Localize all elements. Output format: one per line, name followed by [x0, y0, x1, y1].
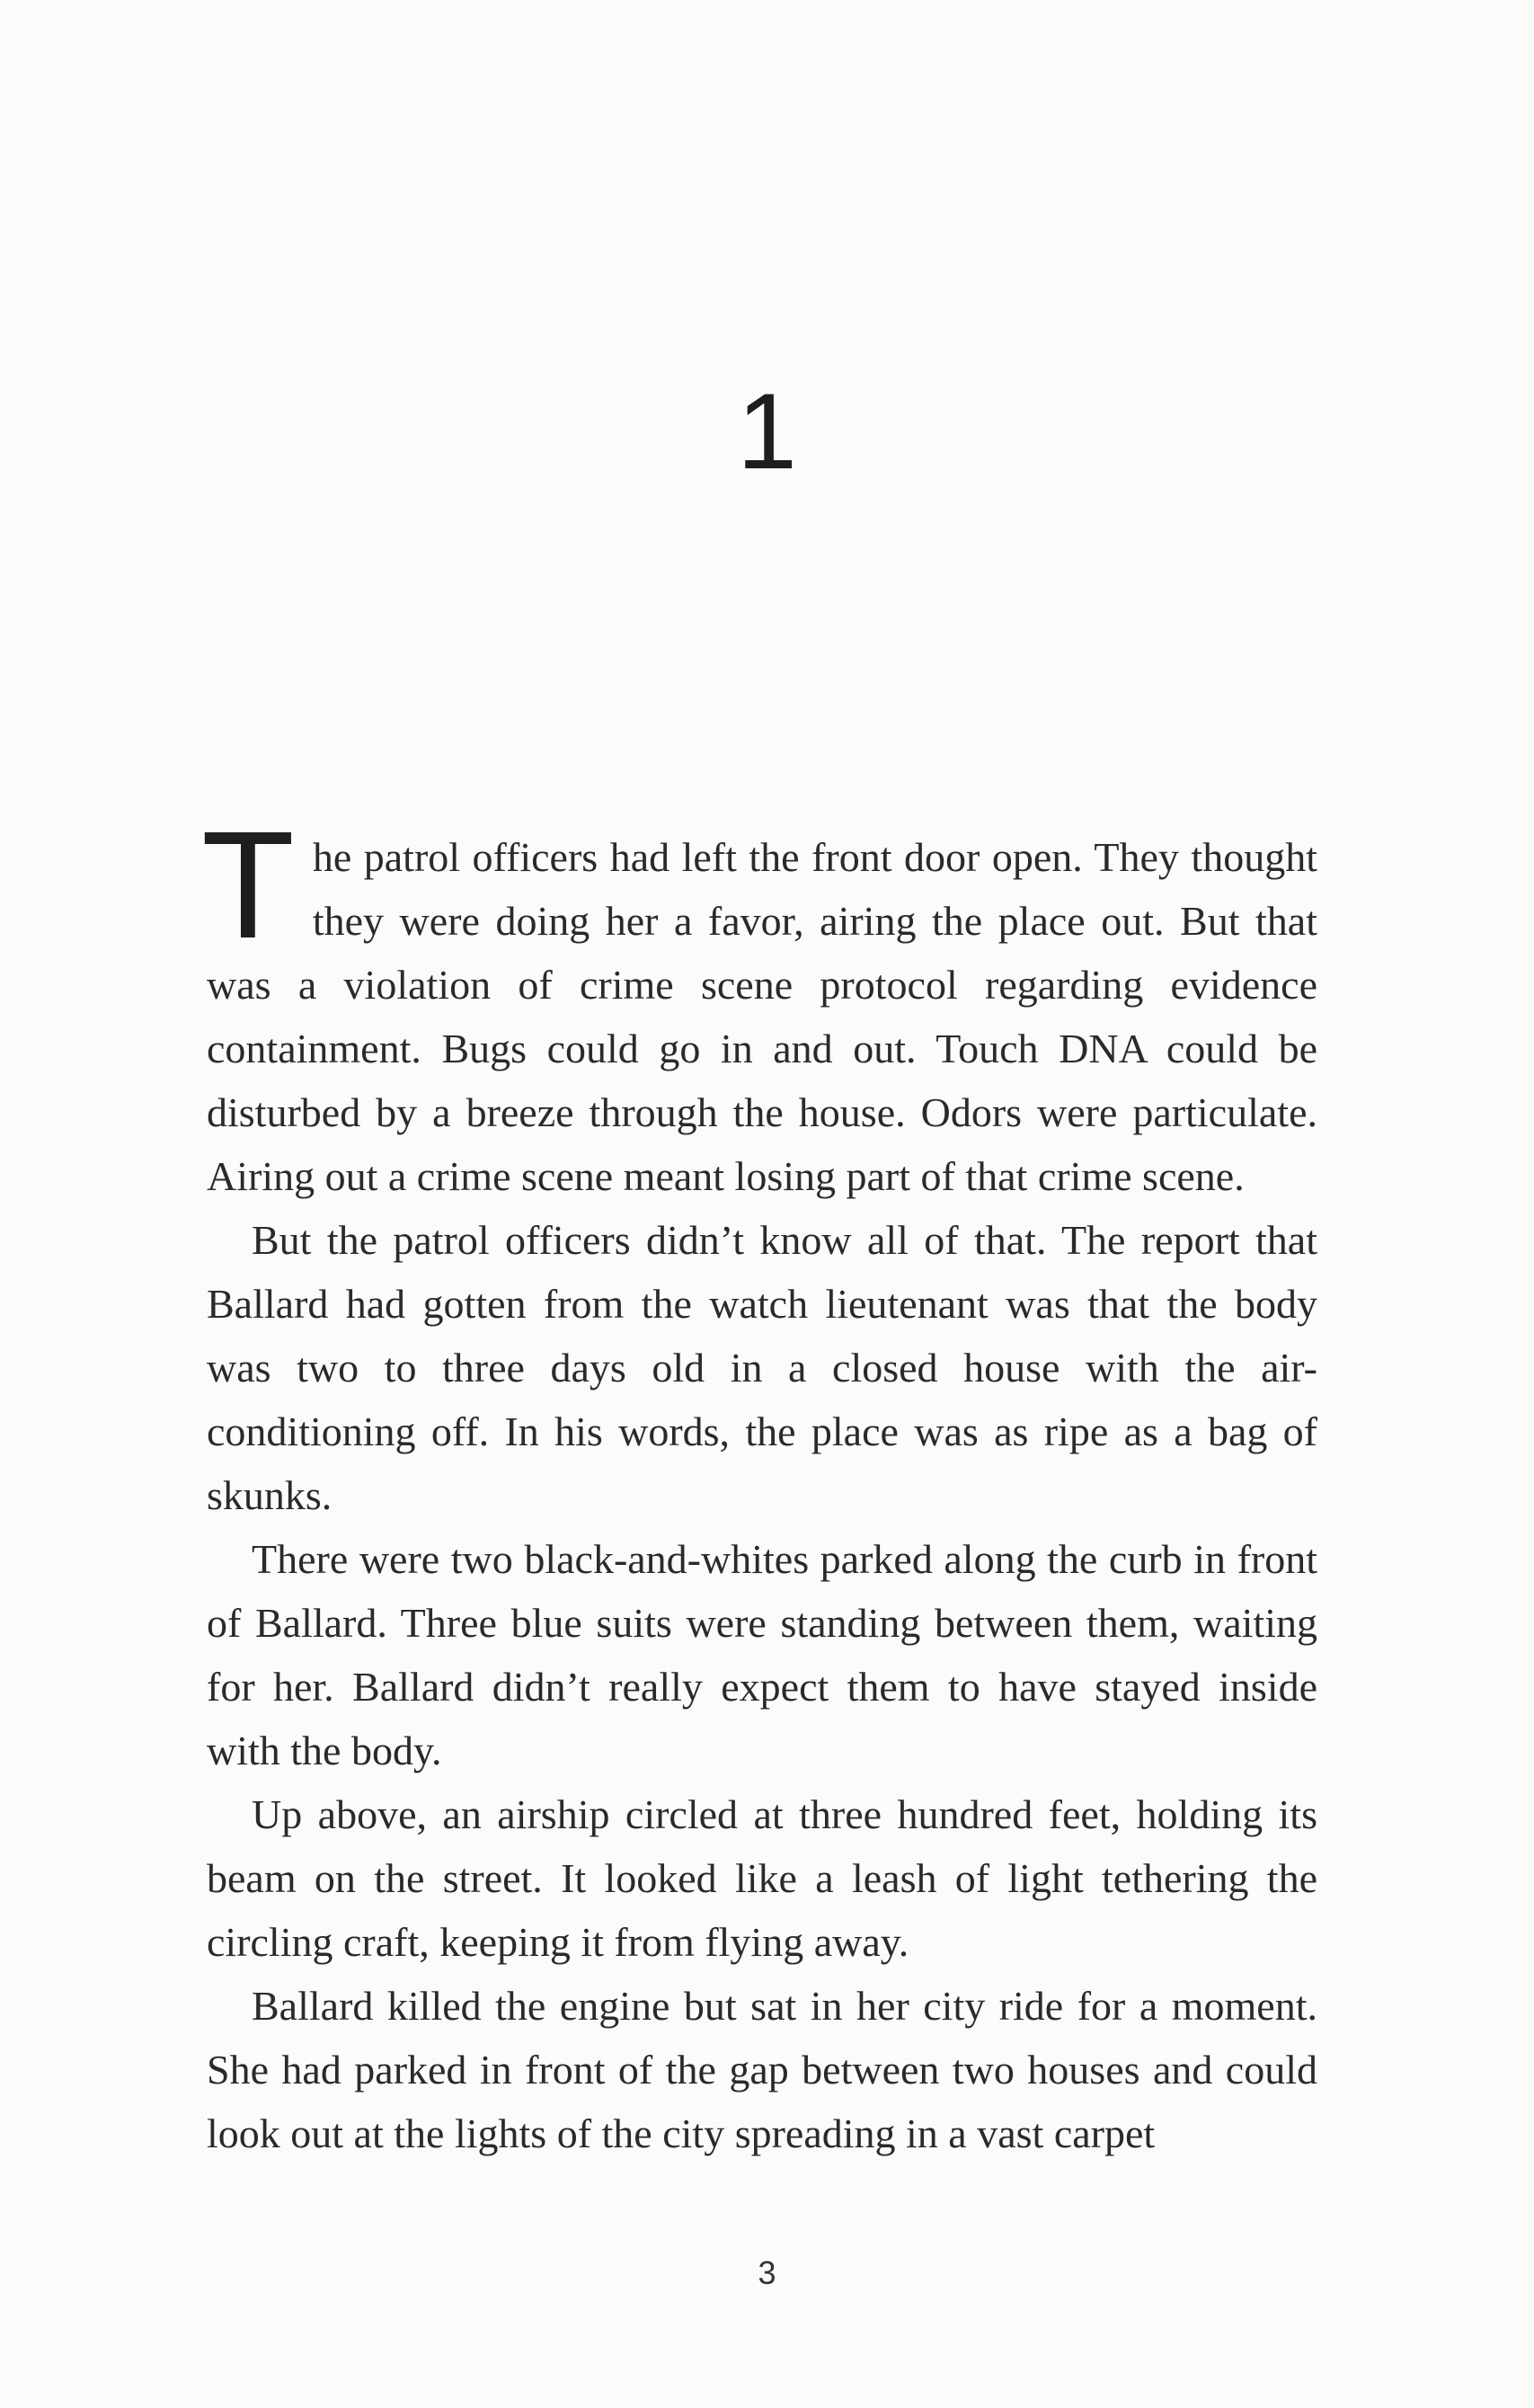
drop-cap: T: [201, 800, 295, 971]
paragraph-1: [201, 800, 1317, 1208]
chapter-body: [201, 800, 1317, 2165]
paragraph-3: There were two black-and-whites parked along the curb in front of Ballard. Three blue suits were standing between them, waiting for her. Ballard didn’t really expect them to have stayed inside with the body.: [207, 1536, 1317, 1773]
paragraph-4: Up above, an airship circled at three hundred feet, holding its beam on the street. It looked like a leash of light tethering the circling craft, keeping it from flying away.: [207, 1791, 1317, 1965]
page-number: 3: [758, 2254, 776, 2291]
chapter-number: 1: [737, 371, 797, 492]
paragraph-2: But the patrol officers didn’t know all of that. The report that Ballard had gotten from the watch lieutenant was that the body was two to three days old in a closed house with the air-conditioning off. In his words, the place was as ripe as a bag of skunks.: [207, 1217, 1317, 1518]
paragraph-5: Ballard killed the engine but sat in her city ride for a moment. She had parked in front of the gap between two houses and could look out at the lights of the city spreading in a vast carpet: [207, 1983, 1317, 2156]
paragraph-1-text: he patrol officers had left the front door open. They thought they were doing her a favor, airing the place out. But that was a violation of crime scene protocol regarding evidence containment. Bugs could go in and out. Touch DNA could be disturbed by a breeze through the house. Odors were particulate. Airing out a crime scene meant losing part of that crime scene.: [207, 834, 1317, 1199]
